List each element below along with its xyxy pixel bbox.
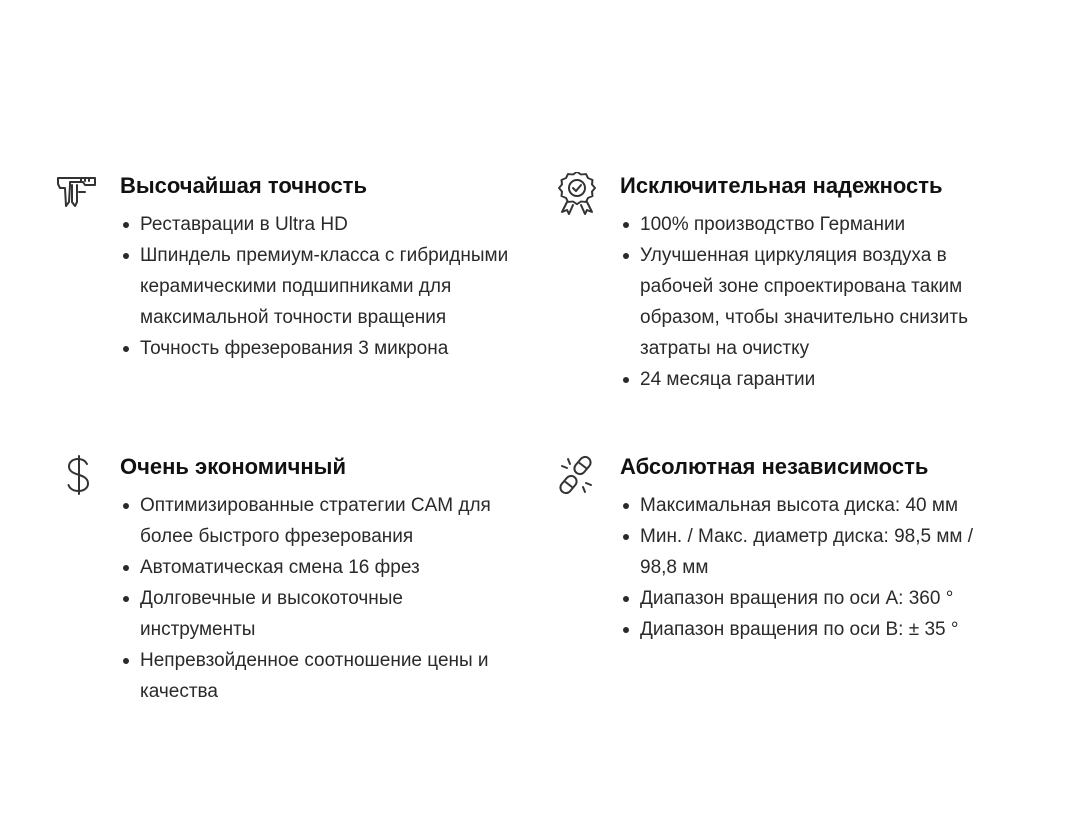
list-item: Улучшенная циркуляция воздуха в рабочей зоне спроектирована таким образом, чтобы значительно снизить затраты на очистку: [640, 240, 1015, 364]
feature-title: Очень экономичный: [120, 454, 346, 479]
list-item: Диапазон вращения по оси A: 360 °: [640, 583, 1015, 614]
feature-title: Исключительная надежность: [620, 173, 943, 198]
feature-title: Абсолютная независимость: [620, 454, 929, 479]
list-item: Шпиндель премиум-класса с гибридными керамическими подшипниками для максимальной точности вращения: [140, 240, 515, 333]
list-item: 100% производство Германии: [640, 209, 1015, 240]
list-item: Оптимизированные стратегии CAM для более быстрого фрезерования: [140, 490, 515, 552]
list-item: Долговечные и высокоточные инструменты: [140, 583, 515, 645]
list-item: 24 месяца гарантии: [640, 364, 1015, 395]
list-item: Максимальная высота диска: 40 мм: [640, 490, 1015, 521]
feature-list: [120, 209, 515, 364]
caliper-icon: [55, 172, 99, 216]
list-item: Точность фрезерования 3 микрона: [140, 333, 515, 364]
broken-chain-icon: [555, 453, 599, 497]
list-item: Мин. / Макс. диаметр диска: 98,5 мм / 98,8 мм: [640, 521, 1015, 583]
list-item: Реставрации в Ultra HD: [140, 209, 515, 240]
list-item: Автоматическая смена 16 фрез: [140, 552, 515, 583]
feature-title: Высочайшая точность: [120, 173, 367, 198]
award-badge-icon: [555, 172, 599, 216]
feature-list: [620, 209, 1015, 395]
list-item: Диапазон вращения по оси B: ± 35 °: [640, 614, 1015, 645]
dollar-sign-icon: [55, 453, 99, 497]
feature-list: [120, 490, 515, 707]
feature-list: [620, 490, 1015, 645]
list-item: Непревзойденное соотношение цены и качества: [140, 645, 515, 707]
